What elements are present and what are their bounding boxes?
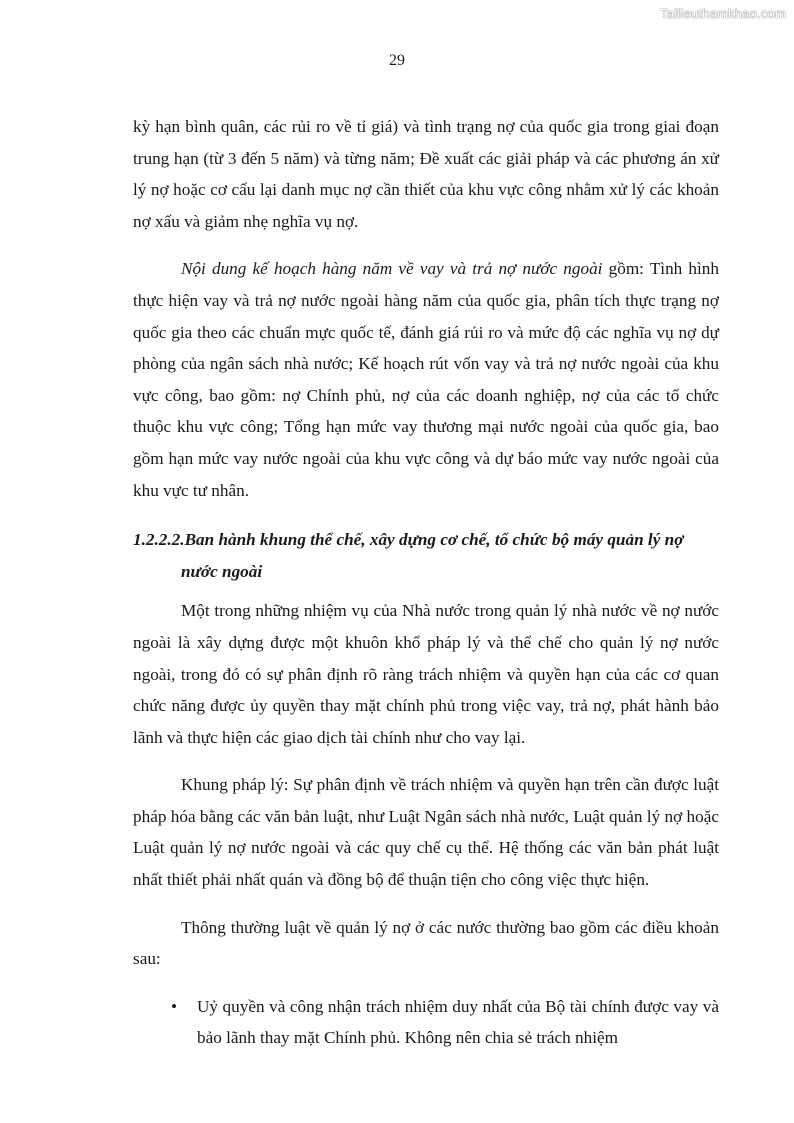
paragraph-2: [133, 253, 719, 506]
paragraph-3: Một trong những nhiệm vụ của Nhà nước trong quản lý nhà nước về nợ nước ngoài là xây dựng được một khuôn khổ pháp lý và thể chế cho quản lý nợ nước ngoài, trong đó có sự phân định rõ ràng trách nhiệm và quyền hạn của các cơ quan chức năng được ủy quyền thay mặt chính phủ trong việc vay, trả nợ, phát hành bảo lãnh và thực hiện các giao dịch tài chính như cho vay lại.: [133, 601, 719, 747]
paragraph-2-italic-lead: Nội dung kế hoạch hàng năm về vay và trả nợ nước ngoài: [181, 259, 603, 279]
page-number: 29: [389, 52, 405, 69]
paragraph-4: Khung pháp lý: Sự phân định về trách nhiệm và quyền hạn trên cần được luật pháp hóa bằng các văn bản luật, như Luật Ngân sách nhà nước, Luật quản lý nợ hoặc Luật quản lý nợ nước ngoài và các quy chế cụ thể. Hệ thống các văn bản phát luật nhất thiết phải nhất quán và đồng bộ để thuận tiện cho công việc thực hiện.: [133, 775, 719, 890]
paragraph-1: kỳ hạn bình quân, các rủi ro về tỉ giá) và tình trạng nợ của quốc gia trong giai đoạn trung hạn (từ 3 đến 5 năm) và từng năm; Đề xuất các giải pháp và các phương án xử lý nợ hoặc cơ cấu lại danh mục nợ cần thiết của khu vực công nhằm xử lý các khoản nợ xấu và giảm nhẹ nghĩa vụ nợ.: [133, 117, 719, 231]
section-heading: 1.2.2.2.Ban hành khung thể chế, xây dựng cơ chế, tổ chức bộ máy quản lý nợ nước ngoài: [133, 530, 684, 581]
paragraph-5: Thông thường luật về quản lý nợ ở các nước thường bao gồm các điều khoản sau:: [133, 917, 719, 969]
list-item-text: Uỷ quyền và công nhận trách nhiệm duy nhất của Bộ tài chính được vay và bảo lãnh thay mặt Chính phủ. Không nên chia sẻ trách nhiệm: [197, 996, 719, 1048]
paragraph-2-rest: gồm: Tình hình thực hiện vay và trả nợ nước ngoài hàng năm của quốc gia, phân tích thực trạng nợ quốc gia theo các chuẩn mực quốc tế, đánh giá rủi ro và mức độ các nghĩa vụ nợ dự phòng của ngân sách nhà nước; Kế hoạch rút vốn vay và trả nợ nước ngoài của khu vực công, bao gồm: nợ Chính phủ, nợ của các doanh nghiệp, nợ của các tổ chức thuộc khu vực công; Tổng hạn mức vay thương mại nước ngoài của quốc gia, bao gồm hạn mức vay nước ngoài của khu vực công và dự báo mức vay nước ngoài của khu vực tư nhân.: [133, 259, 719, 500]
watermark: Tailieuthamkhao.com: [660, 6, 786, 21]
document-body: [133, 111, 719, 1054]
list-item: [133, 991, 719, 1054]
bullet-icon: •: [171, 996, 178, 1016]
